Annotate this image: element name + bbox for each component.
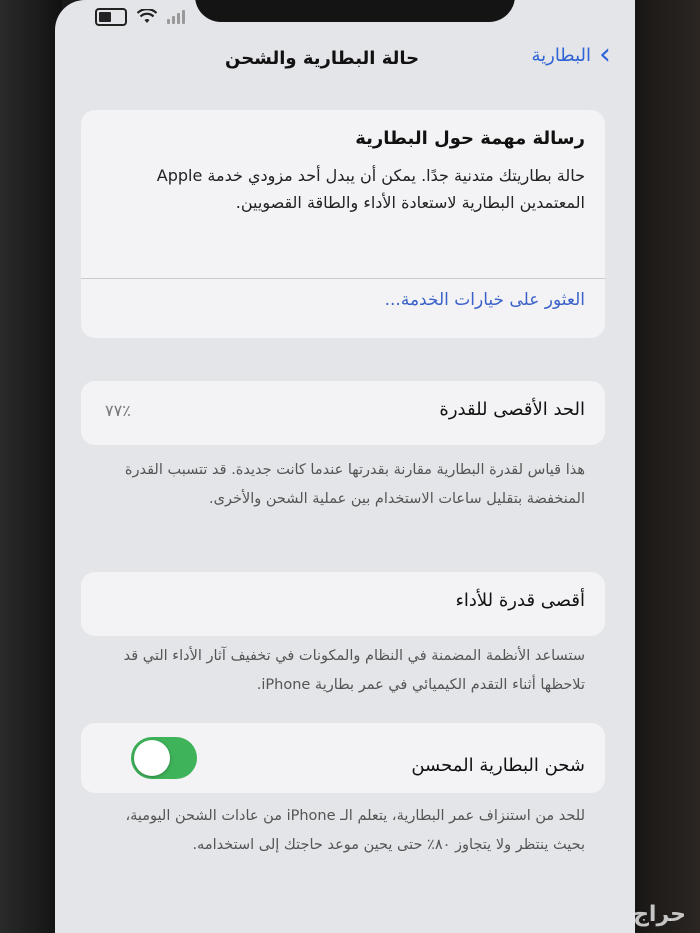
max-capacity-footer: هذا قياس لقدرة البطارية مقارنة بقدرتها عندما كانت جديدة. قد تتسبب القدرة المنخفضة بتقليل ساعات الاستخدام بين عملية الشحن والأخرى. <box>124 462 585 507</box>
max-capacity-value: ٪٧٧ <box>105 401 131 420</box>
optimized-charging-row <box>81 723 605 793</box>
toggle-knob <box>134 740 170 776</box>
wifi-icon <box>137 9 157 25</box>
phone-bezel-left <box>0 0 62 933</box>
optimized-charging-label: شحن البطارية المحسن <box>411 755 585 776</box>
battery-notice-card <box>81 110 605 338</box>
back-button[interactable] <box>531 37 611 72</box>
battery-icon <box>95 8 127 26</box>
max-capacity-label: الحد الأقصى للقدرة <box>439 399 585 420</box>
phone-screen <box>55 0 635 933</box>
chevron-left-icon: › <box>599 37 611 72</box>
max-capacity-row <box>81 381 605 445</box>
camera-notch <box>195 0 515 22</box>
notice-title: رسالة مهمة حول البطارية <box>355 128 585 149</box>
back-button-label: البطارية <box>531 44 591 66</box>
divider <box>81 278 605 279</box>
optimized-charging-footer: للحد من استنزاف عمر البطارية، يتعلم الـ iPhone من عادات الشحن اليومية، بحيث ينتظر ولا يتجاوز ٨٠٪ حتى يحين موعد حاجتك إلى استخدامه. <box>125 808 585 853</box>
peak-performance-row <box>81 572 605 636</box>
navigation-bar <box>55 38 635 82</box>
peak-performance-label: أقصى قدرة للأداء <box>455 590 585 611</box>
notice-body: حالة بطاريتك متدنية جدًا. يمكن أن يبدل أحد مزودي خدمة Apple المعتمدين البطارية لاستعادة الأداء والطاقة القصويين. <box>156 166 585 212</box>
watermark-logo: حراج <box>633 902 686 927</box>
page-title: حالة البطارية والشحن <box>225 48 420 69</box>
status-bar <box>95 8 185 26</box>
optimized-charging-toggle[interactable] <box>131 737 197 779</box>
find-service-options-link[interactable]: العثور على خيارات الخدمة... <box>384 290 585 310</box>
signal-icon <box>167 10 185 24</box>
peak-performance-footer: ستساعد الأنظمة المضمنة في النظام والمكونات في تخفيف آثار الأداء التي قد تلاحظها أثناء التقدم الكيميائي في عمر بطارية iPhone. <box>123 648 585 693</box>
